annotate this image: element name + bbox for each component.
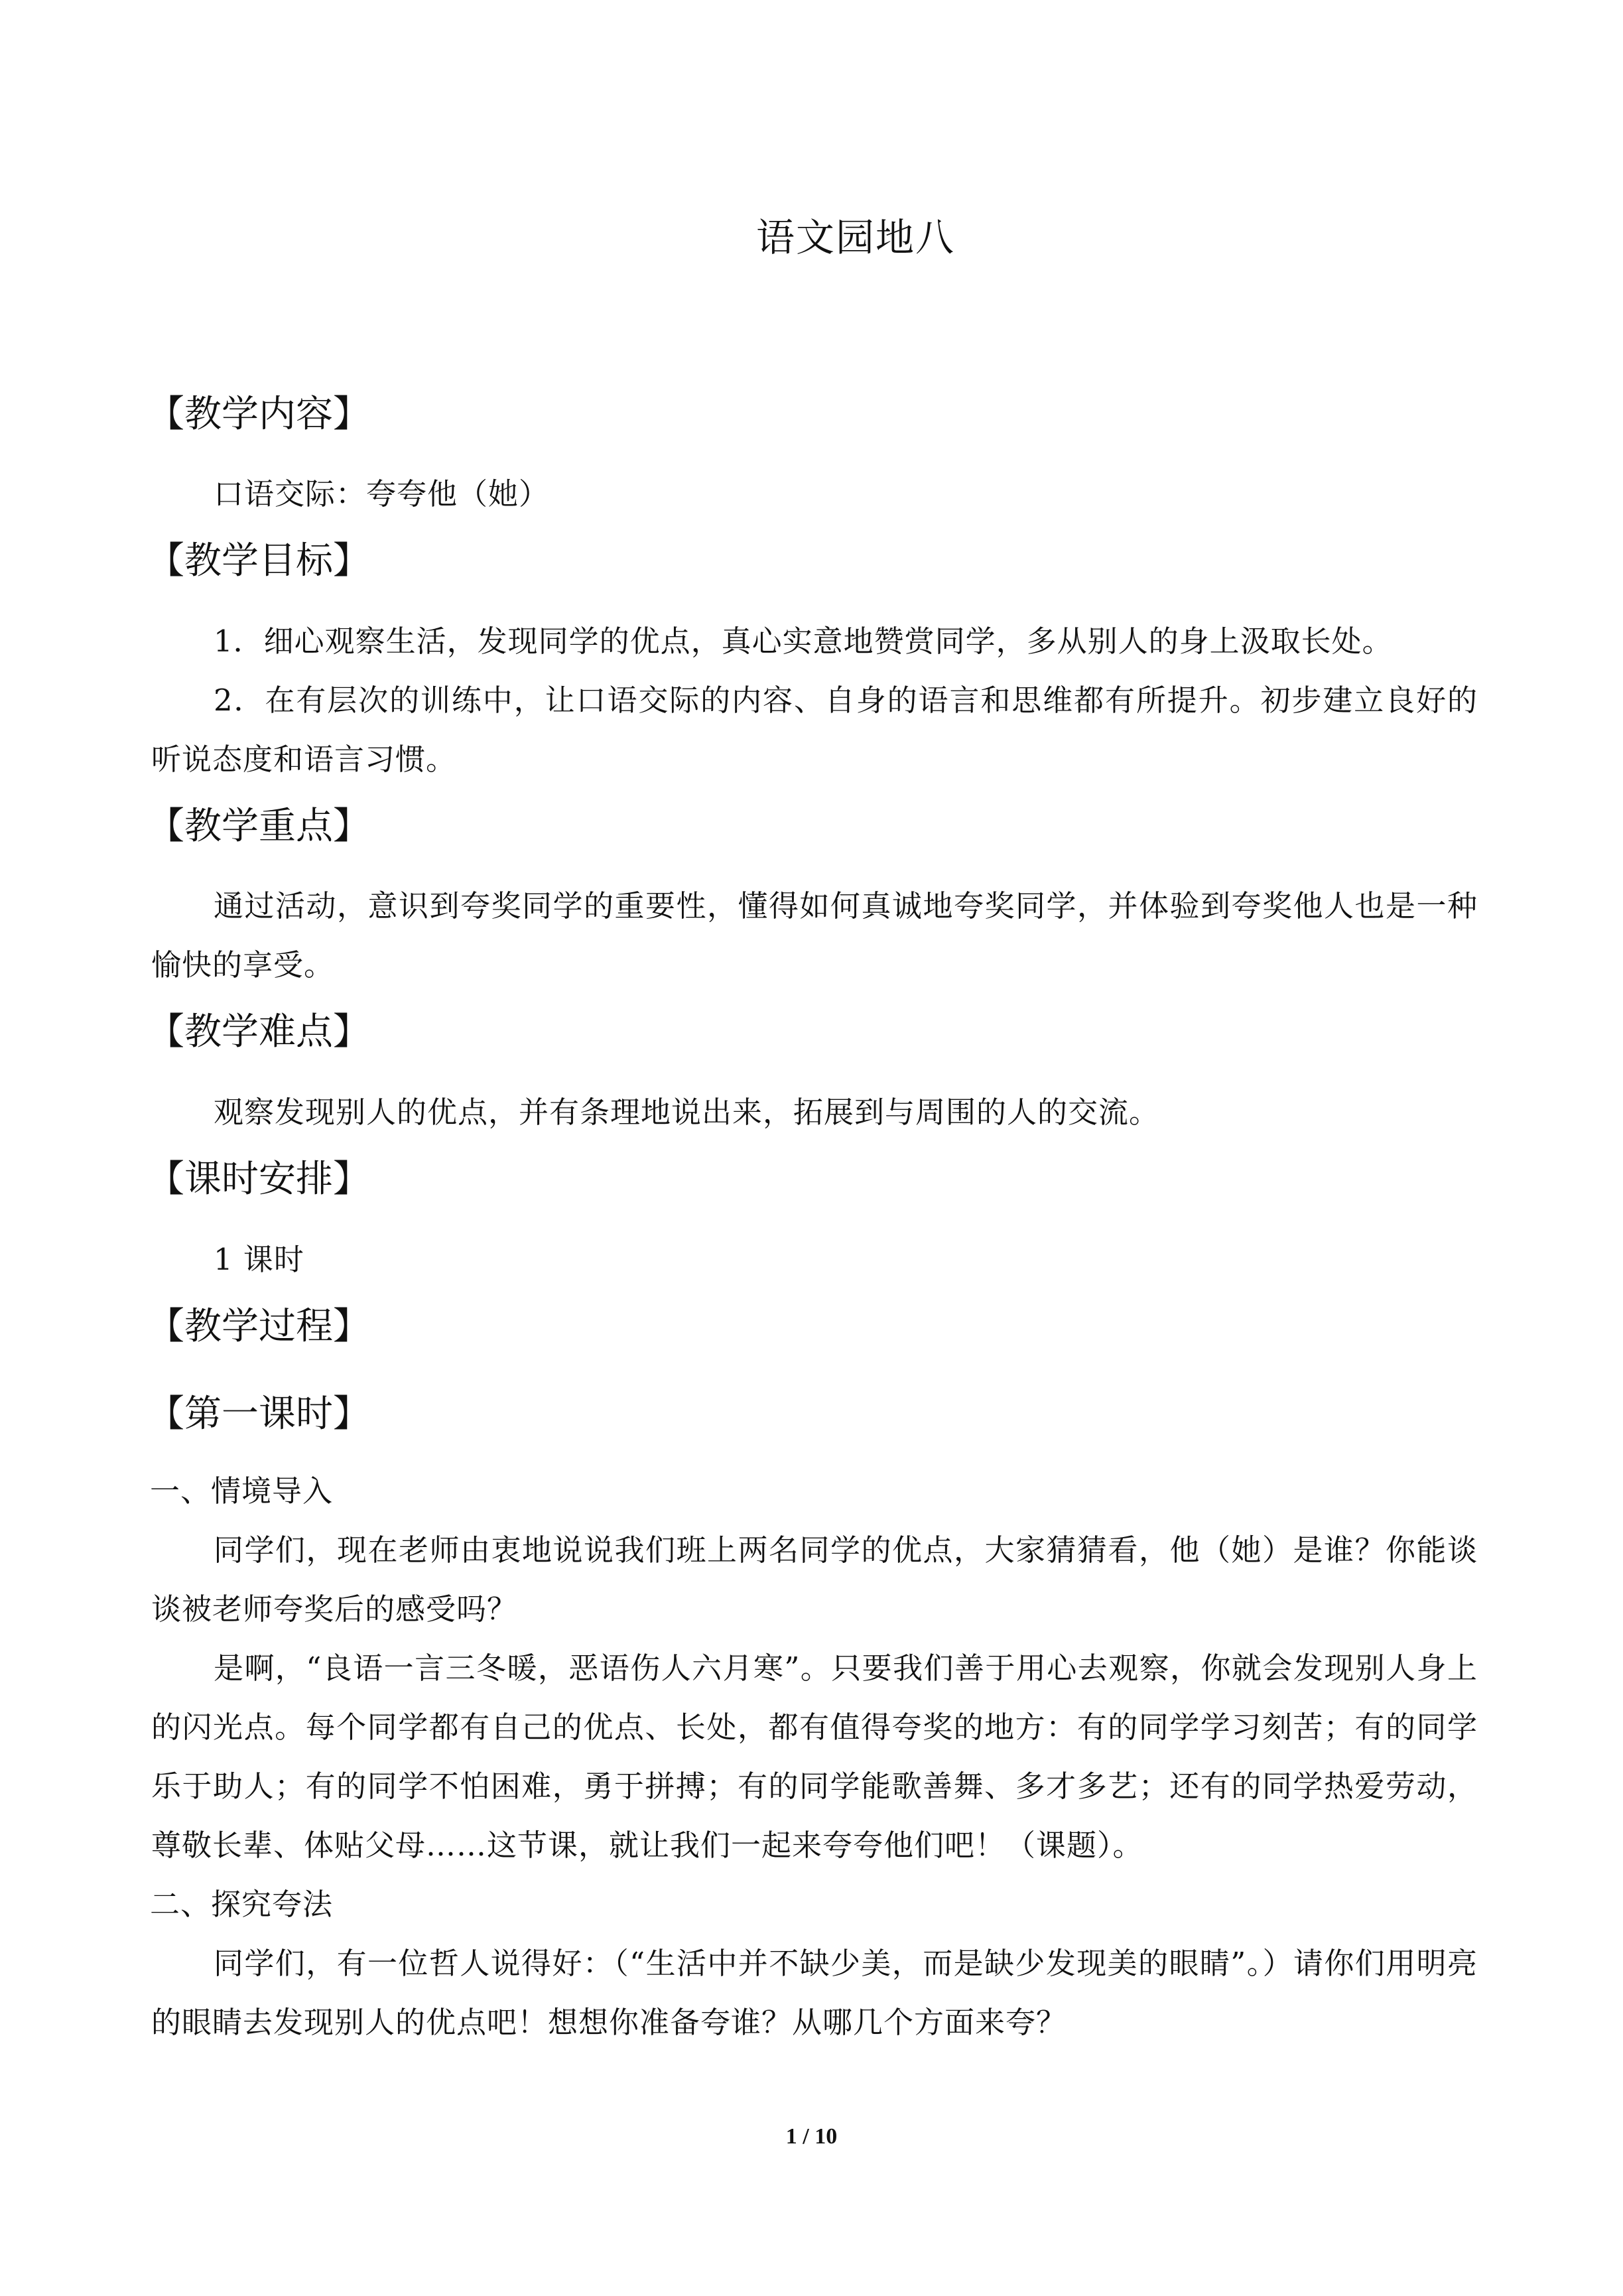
section-1-heading: 一、情境导入: [150, 1473, 334, 1509]
document-title: 语文园地八: [755, 215, 955, 260]
teaching-key-heading: 【教学重点】: [147, 805, 370, 848]
teaching-goal-1: 1．细心观察生活，发现同学的优点，真心实意地赞赏同学，多从别人的身上汲取长处。: [214, 624, 1393, 659]
schedule-text: 1 课时: [214, 1242, 304, 1277]
teaching-key-text: 通过活动，意识到夸奖同学的重要性，懂得如何真诚地夸奖同学，并体验到夸奖他人也是一种愉快的享受。: [151, 888, 1478, 982]
teaching-difficulty-text: 观察发现别人的优点，并有条理地说出来，拓展到与周围的人的交流。: [214, 1095, 1160, 1130]
page-number: 1 / 10: [785, 2124, 838, 2149]
teaching-goals-heading: 【教学目标】: [147, 539, 370, 582]
section-1-paragraph-1: 同学们，现在老师由衷地说说我们班上两名同学的优点，大家猜猜看，他（她）是谁？你能谈谈被老师夸奖后的感受吗？: [151, 1532, 1478, 1627]
section-2-paragraph-1: 同学们，有一位哲人说得好：（“生活中并不缺少美，而是缺少发现美的眼睛”。）请你们用明亮的眼睛去发现别人的优点吧！想想你准备夸谁？从哪几个方面来夸？: [151, 1946, 1478, 2040]
section-2-heading: 二、探究夸法: [150, 1887, 334, 1922]
first-lesson-heading: 【第一课时】: [147, 1392, 370, 1436]
section-1-paragraph-2: 是啊，“良语一言三冬暖，恶语伤人六月寒”。只要我们善于用心去观察，你就会发现别人身上的闪光点。每个同学都有自己的优点、长处，都有值得夸奖的地方：有的同学学习刻苦；有的同学乐于助人；有的同学不怕困难，勇于拼搏；有的同学能歌善舞、多才多艺；还有的同学热爱劳动，尊敬长辈、体贴父母……这节课，就让我们一起来夸夸他们吧！（课题）。: [151, 1651, 1478, 1863]
teaching-difficulty-heading: 【教学难点】: [147, 1010, 370, 1053]
schedule-heading: 【课时安排】: [147, 1158, 370, 1201]
teaching-goal-2: 2．在有层次的训练中，让口语交际的内容、自身的语言和思维都有所提升。初步建立良好的听说态度和语言习惯。: [151, 683, 1478, 777]
teaching-process-heading: 【教学过程】: [147, 1305, 370, 1348]
teaching-content-text: 口语交际：夸夸他（她）: [214, 476, 550, 511]
teaching-content-heading: 【教学内容】: [147, 393, 370, 436]
